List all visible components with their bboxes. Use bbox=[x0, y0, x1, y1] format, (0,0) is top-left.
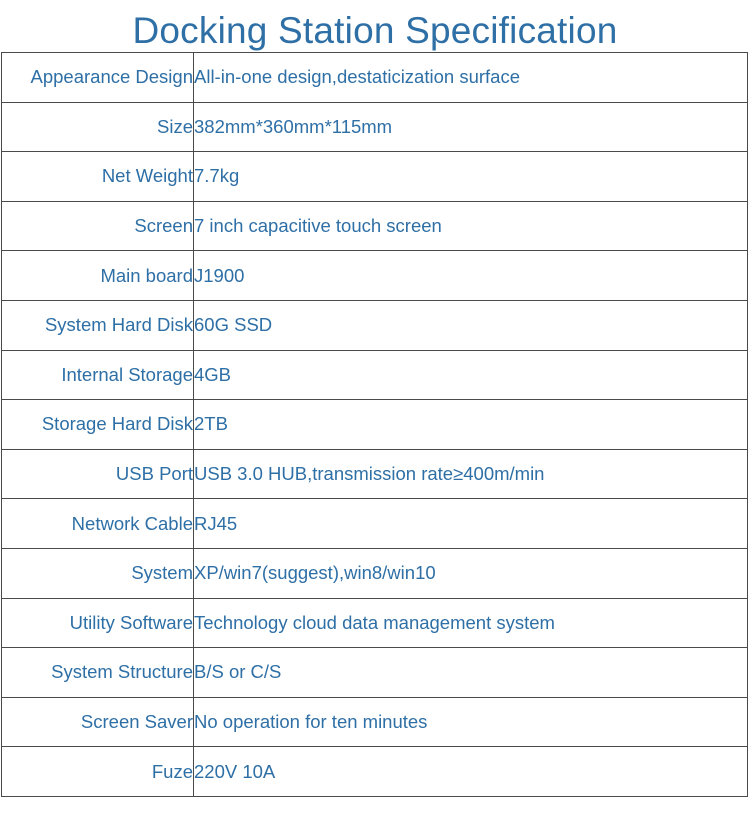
row-label: Internal Storage bbox=[2, 350, 194, 400]
table-row bbox=[2, 152, 748, 202]
table-row bbox=[2, 201, 748, 251]
row-value: 2TB bbox=[194, 400, 748, 450]
table-row bbox=[2, 449, 748, 499]
row-value: USB 3.0 HUB,transmission rate≥400m/min bbox=[194, 449, 748, 499]
row-value: 382mm*360mm*115mm bbox=[194, 102, 748, 152]
row-label: USB Port bbox=[2, 449, 194, 499]
table-row bbox=[2, 400, 748, 450]
table-row bbox=[2, 53, 748, 103]
row-label: System Structure bbox=[2, 648, 194, 698]
row-label: Net Weight bbox=[2, 152, 194, 202]
table-row bbox=[2, 648, 748, 698]
row-value: RJ45 bbox=[194, 499, 748, 549]
row-label: Screen bbox=[2, 201, 194, 251]
table-row bbox=[2, 598, 748, 648]
row-value: 4GB bbox=[194, 350, 748, 400]
table-row bbox=[2, 747, 748, 797]
row-value: Technology cloud data management system bbox=[194, 598, 748, 648]
table-row bbox=[2, 350, 748, 400]
table-row bbox=[2, 548, 748, 598]
row-value: 220V 10A bbox=[194, 747, 748, 797]
row-label: System Hard Disk bbox=[2, 300, 194, 350]
row-value: J1900 bbox=[194, 251, 748, 301]
row-value: All-in-one design,destaticization surface bbox=[194, 53, 748, 103]
row-value: 7 inch capacitive touch screen bbox=[194, 201, 748, 251]
row-label: Network Cable bbox=[2, 499, 194, 549]
row-label: Storage Hard Disk bbox=[2, 400, 194, 450]
table-row bbox=[2, 251, 748, 301]
row-label: Main board bbox=[2, 251, 194, 301]
row-label: Appearance Design bbox=[2, 53, 194, 103]
table-row bbox=[2, 697, 748, 747]
row-label: Fuze bbox=[2, 747, 194, 797]
table-row bbox=[2, 300, 748, 350]
row-value: 60G SSD bbox=[194, 300, 748, 350]
row-value: XP/win7(suggest),win8/win10 bbox=[194, 548, 748, 598]
row-label: Utility Software bbox=[2, 598, 194, 648]
row-value: No operation for ten minutes bbox=[194, 697, 748, 747]
page-title: Docking Station Specification bbox=[132, 10, 618, 51]
row-value: 7.7kg bbox=[194, 152, 748, 202]
row-label: Screen Saver bbox=[2, 697, 194, 747]
row-value: B/S or C/S bbox=[194, 648, 748, 698]
row-label: Size bbox=[2, 102, 194, 152]
spec-table bbox=[1, 52, 748, 797]
row-label: System bbox=[2, 548, 194, 598]
table-row bbox=[2, 102, 748, 152]
table-row bbox=[2, 499, 748, 549]
